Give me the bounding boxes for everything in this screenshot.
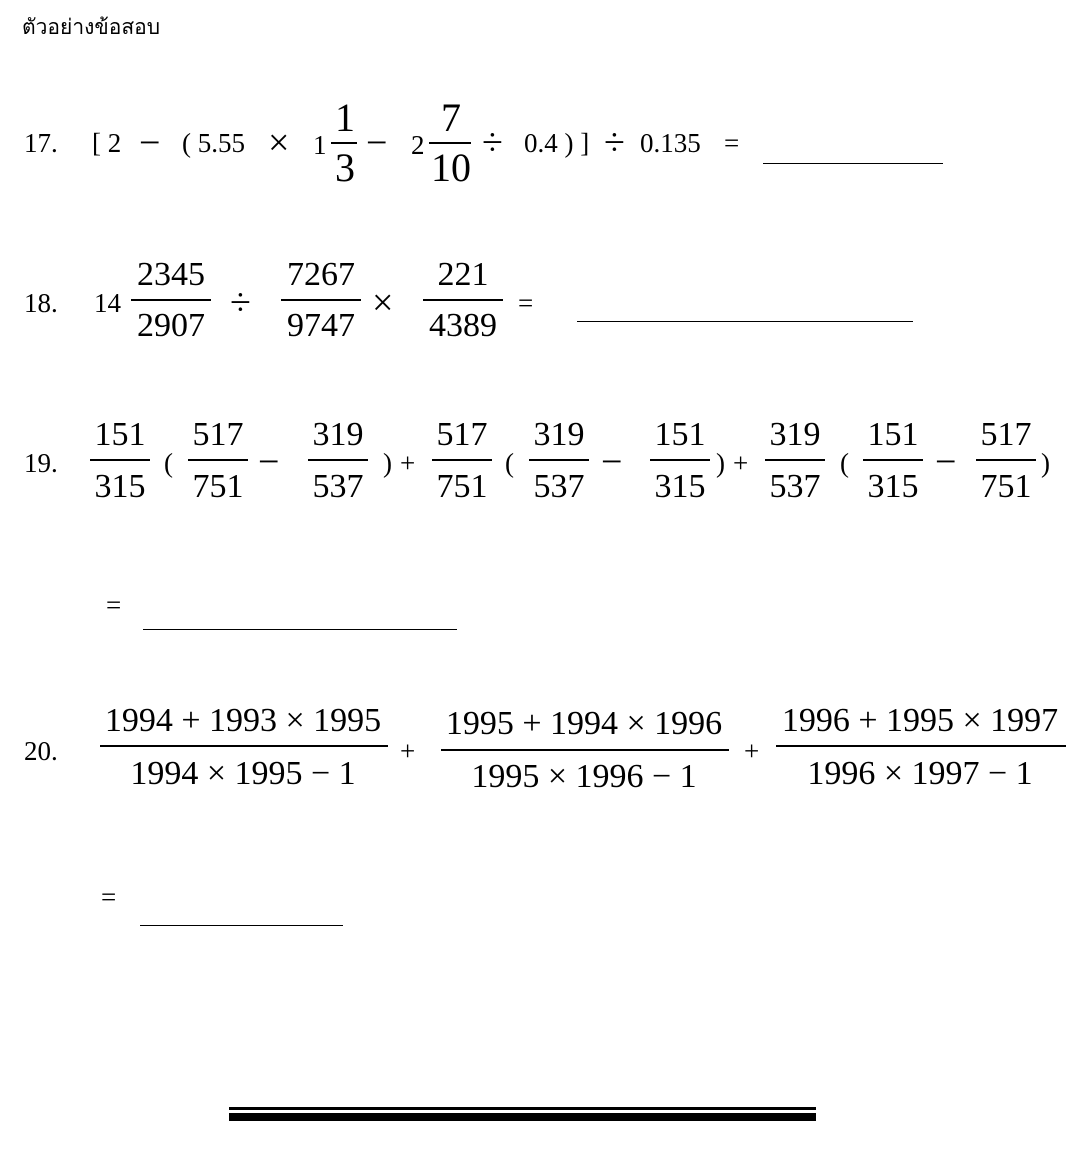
minus-sign: −	[366, 122, 388, 164]
plus-sign: +	[744, 736, 760, 766]
fraction-denominator: 3	[335, 145, 355, 190]
fraction-numerator: 517	[192, 416, 244, 453]
fraction-denominator: 751	[980, 468, 1032, 505]
answer-blank[interactable]	[577, 321, 913, 322]
paren-open: (	[505, 448, 514, 478]
fraction-bar	[432, 459, 492, 461]
fraction-bar	[100, 745, 388, 747]
fraction-bar	[529, 459, 589, 461]
fraction-numerator: 319	[533, 416, 585, 453]
fraction-numerator: 151	[867, 416, 919, 453]
rule-thin	[229, 1107, 816, 1110]
answer-blank[interactable]	[140, 925, 343, 926]
equals-sign: =	[101, 882, 117, 912]
mixed-whole: 2	[411, 130, 425, 160]
fraction-numerator: 517	[436, 416, 488, 453]
fraction-bar	[90, 459, 150, 461]
fraction-numerator: 151	[654, 416, 706, 453]
minus-sign: −	[139, 122, 161, 164]
fraction-denominator: 315	[867, 468, 919, 505]
fraction-bar	[441, 749, 729, 751]
question-number: 20.	[24, 736, 58, 766]
fraction-denominator: 537	[312, 468, 364, 505]
equals-sign: =	[106, 590, 122, 620]
fraction-denominator: 751	[436, 468, 488, 505]
fraction-numerator: 7267	[287, 256, 355, 293]
fraction-bar	[281, 299, 361, 301]
expression-part: 0.4 ) ]	[524, 128, 590, 158]
fraction-denominator: 4389	[429, 307, 497, 344]
fraction-bar	[188, 459, 248, 461]
fraction-bar	[423, 299, 503, 301]
divide-sign: ÷	[482, 122, 503, 164]
minus-sign: −	[935, 441, 957, 483]
times-sign: ×	[372, 282, 394, 324]
fraction-denominator: 1996 × 1997 − 1	[807, 755, 1033, 792]
plus-sign: +	[400, 736, 416, 766]
expression-part: 0.135	[640, 128, 701, 158]
fraction-bar	[308, 459, 368, 461]
plus-sign: +	[400, 448, 416, 478]
paren-open: (	[164, 448, 173, 478]
bracket-open: [ 2	[92, 128, 122, 158]
fraction-numerator: 517	[980, 416, 1032, 453]
fraction-numerator: 1996 + 1995 × 1997	[781, 702, 1059, 739]
fraction-numerator: 1994 + 1993 × 1995	[104, 702, 382, 739]
fraction-numerator: 319	[312, 416, 364, 453]
question-number: 17.	[24, 128, 58, 158]
fraction-denominator: 1995 × 1996 − 1	[471, 758, 697, 795]
mixed-whole: 1	[313, 130, 327, 160]
fraction-bar	[429, 142, 471, 144]
fraction-denominator: 537	[769, 468, 821, 505]
paren-close: )	[716, 448, 725, 478]
page-header: ตัวอย่างข้อสอบ	[22, 15, 161, 39]
fraction-bar	[131, 299, 211, 301]
fraction-bar	[863, 459, 923, 461]
mixed-whole: 14	[94, 288, 121, 318]
fraction-numerator: 7	[441, 95, 461, 140]
expression-part: ( 5.55	[182, 128, 245, 158]
fraction-bar	[776, 745, 1066, 747]
divide-sign: ÷	[604, 122, 625, 164]
rule-thick	[229, 1113, 816, 1121]
answer-blank[interactable]	[143, 629, 457, 630]
fraction-bar	[650, 459, 710, 461]
minus-sign: −	[258, 441, 280, 483]
fraction-bar	[976, 459, 1036, 461]
fraction-denominator: 315	[654, 468, 706, 505]
equals-sign: =	[724, 128, 740, 158]
times-sign: ×	[268, 122, 290, 164]
fraction-denominator: 9747	[287, 307, 355, 344]
fraction-denominator: 315	[94, 468, 146, 505]
fraction-numerator: 1995 + 1994 × 1996	[445, 705, 723, 742]
fraction-denominator: 751	[192, 468, 244, 505]
fraction-denominator: 537	[533, 468, 585, 505]
equals-sign: =	[518, 288, 534, 318]
fraction-numerator: 151	[94, 416, 146, 453]
plus-sign: +	[733, 448, 749, 478]
answer-blank[interactable]	[763, 163, 943, 164]
question-number: 18.	[24, 288, 58, 318]
fraction-bar	[331, 142, 357, 144]
paren-close: )	[1041, 448, 1050, 478]
minus-sign: −	[601, 441, 623, 483]
fraction-numerator: 1	[335, 95, 355, 140]
divide-sign: ÷	[230, 282, 251, 324]
paren-open: (	[840, 448, 849, 478]
fraction-numerator: 221	[437, 256, 489, 293]
fraction-bar	[765, 459, 825, 461]
fraction-denominator: 2907	[137, 307, 205, 344]
question-number: 19.	[24, 448, 58, 478]
fraction-numerator: 2345	[137, 256, 205, 293]
fraction-denominator: 10	[431, 145, 471, 190]
paren-close: )	[383, 448, 392, 478]
fraction-numerator: 319	[769, 416, 821, 453]
fraction-denominator: 1994 × 1995 − 1	[130, 755, 356, 792]
